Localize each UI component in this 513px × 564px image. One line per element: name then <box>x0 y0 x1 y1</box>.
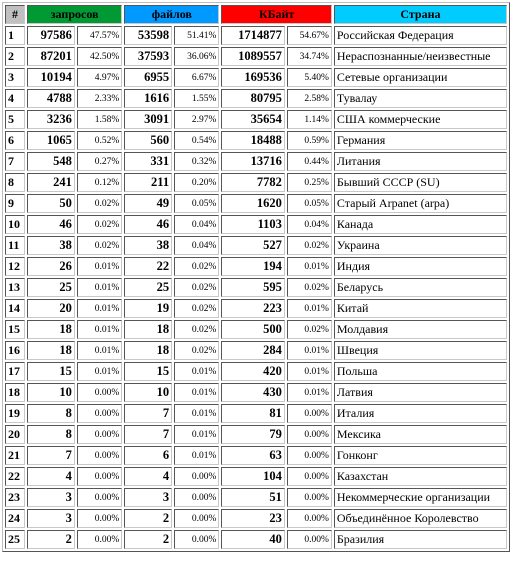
kbytes-value: 81 <box>221 404 284 423</box>
kbytes-value: 13716 <box>221 152 284 171</box>
row-number: 9 <box>5 194 25 213</box>
row-number: 16 <box>5 341 25 360</box>
table-row <box>5 341 507 360</box>
country-name: Казахстан <box>334 467 507 486</box>
requests-percent: 0.52% <box>77 131 122 150</box>
row-number: 21 <box>5 446 25 465</box>
requests-value: 38 <box>27 236 75 255</box>
kbytes-percent: 0.00% <box>287 446 332 465</box>
kbytes-percent: 0.01% <box>287 362 332 381</box>
requests-percent: 0.12% <box>77 173 122 192</box>
country-name: Украина <box>334 236 507 255</box>
files-percent: 0.02% <box>174 320 219 339</box>
kbytes-percent: 2.58% <box>287 89 332 108</box>
country-name: Беларусь <box>334 278 507 297</box>
kbytes-percent: 0.05% <box>287 194 332 213</box>
row-number: 10 <box>5 215 25 234</box>
requests-percent: 0.00% <box>77 488 122 507</box>
row-number: 19 <box>5 404 25 423</box>
requests-percent: 47.57% <box>77 26 122 45</box>
files-value: 49 <box>124 194 172 213</box>
requests-percent: 0.00% <box>77 383 122 402</box>
files-percent: 1.55% <box>174 89 219 108</box>
files-percent: 0.02% <box>174 299 219 318</box>
table-row <box>5 131 507 150</box>
country-stats-table <box>2 2 510 552</box>
country-name: Швеция <box>334 341 507 360</box>
kbytes-value: 527 <box>221 236 284 255</box>
kbytes-value: 223 <box>221 299 284 318</box>
kbytes-percent: 0.02% <box>287 278 332 297</box>
country-name: Нераспознанные/неизвестные <box>334 47 507 66</box>
row-number: 25 <box>5 530 25 549</box>
table-row <box>5 383 507 402</box>
country-name: Италия <box>334 404 507 423</box>
files-percent: 2.97% <box>174 110 219 129</box>
country-name: Литания <box>334 152 507 171</box>
row-number: 23 <box>5 488 25 507</box>
row-number: 24 <box>5 509 25 528</box>
files-percent: 36.06% <box>174 47 219 66</box>
requests-percent: 0.01% <box>77 320 122 339</box>
requests-value: 3 <box>27 509 75 528</box>
table-row <box>5 320 507 339</box>
table-row <box>5 173 507 192</box>
table-body <box>5 26 507 549</box>
kbytes-value: 194 <box>221 257 284 276</box>
requests-value: 3 <box>27 488 75 507</box>
requests-value: 4788 <box>27 89 75 108</box>
kbytes-value: 1089557 <box>221 47 284 66</box>
kbytes-value: 1620 <box>221 194 284 213</box>
kbytes-value: 18488 <box>221 131 284 150</box>
kbytes-percent: 0.01% <box>287 383 332 402</box>
files-percent: 0.00% <box>174 530 219 549</box>
files-percent: 6.67% <box>174 68 219 87</box>
kbytes-percent: 0.00% <box>287 488 332 507</box>
kbytes-percent: 0.02% <box>287 320 332 339</box>
row-number: 5 <box>5 110 25 129</box>
files-value: 3091 <box>124 110 172 129</box>
files-value: 2 <box>124 509 172 528</box>
requests-value: 50 <box>27 194 75 213</box>
table-row <box>5 236 507 255</box>
kbytes-value: 595 <box>221 278 284 297</box>
table-header-row <box>5 5 507 24</box>
files-percent: 0.05% <box>174 194 219 213</box>
table-row <box>5 68 507 87</box>
files-value: 6955 <box>124 68 172 87</box>
requests-percent: 0.00% <box>77 509 122 528</box>
requests-value: 3236 <box>27 110 75 129</box>
kbytes-value: 104 <box>221 467 284 486</box>
requests-value: 20 <box>27 299 75 318</box>
files-value: 22 <box>124 257 172 276</box>
requests-percent: 0.01% <box>77 299 122 318</box>
row-number: 12 <box>5 257 25 276</box>
header-number: # <box>5 5 25 24</box>
kbytes-percent: 0.00% <box>287 509 332 528</box>
table-row <box>5 89 507 108</box>
kbytes-percent: 0.01% <box>287 257 332 276</box>
country-name: Сетевые организации <box>334 68 507 87</box>
country-name: США коммерческие <box>334 110 507 129</box>
files-value: 2 <box>124 530 172 549</box>
files-percent: 0.01% <box>174 404 219 423</box>
files-percent: 0.54% <box>174 131 219 150</box>
kbytes-value: 35654 <box>221 110 284 129</box>
files-value: 10 <box>124 383 172 402</box>
table-row <box>5 257 507 276</box>
table-row <box>5 152 507 171</box>
files-percent: 0.32% <box>174 152 219 171</box>
kbytes-value: 40 <box>221 530 284 549</box>
files-value: 560 <box>124 131 172 150</box>
kbytes-value: 79 <box>221 425 284 444</box>
requests-percent: 0.00% <box>77 446 122 465</box>
requests-value: 25 <box>27 278 75 297</box>
kbytes-percent: 0.00% <box>287 530 332 549</box>
requests-value: 10 <box>27 383 75 402</box>
requests-value: 548 <box>27 152 75 171</box>
requests-value: 26 <box>27 257 75 276</box>
country-name: Объединённое Королевство <box>334 509 507 528</box>
requests-value: 241 <box>27 173 75 192</box>
requests-percent: 0.00% <box>77 425 122 444</box>
files-value: 19 <box>124 299 172 318</box>
kbytes-percent: 0.59% <box>287 131 332 150</box>
requests-value: 1065 <box>27 131 75 150</box>
requests-percent: 1.58% <box>77 110 122 129</box>
kbytes-percent: 0.01% <box>287 299 332 318</box>
files-percent: 0.01% <box>174 425 219 444</box>
row-number: 14 <box>5 299 25 318</box>
kbytes-value: 51 <box>221 488 284 507</box>
kbytes-percent: 0.04% <box>287 215 332 234</box>
files-percent: 0.02% <box>174 341 219 360</box>
kbytes-value: 169536 <box>221 68 284 87</box>
requests-percent: 2.33% <box>77 89 122 108</box>
requests-value: 97586 <box>27 26 75 45</box>
row-number: 13 <box>5 278 25 297</box>
kbytes-value: 1103 <box>221 215 284 234</box>
files-percent: 0.20% <box>174 173 219 192</box>
files-value: 4 <box>124 467 172 486</box>
table-row <box>5 446 507 465</box>
row-number: 4 <box>5 89 25 108</box>
country-name: Гонконг <box>334 446 507 465</box>
requests-value: 87201 <box>27 47 75 66</box>
country-name: Молдавия <box>334 320 507 339</box>
files-value: 53598 <box>124 26 172 45</box>
files-percent: 0.04% <box>174 236 219 255</box>
kbytes-percent: 34.74% <box>287 47 332 66</box>
requests-value: 18 <box>27 320 75 339</box>
requests-value: 10194 <box>27 68 75 87</box>
row-number: 17 <box>5 362 25 381</box>
row-number: 3 <box>5 68 25 87</box>
country-name: Латвия <box>334 383 507 402</box>
row-number: 18 <box>5 383 25 402</box>
files-value: 211 <box>124 173 172 192</box>
kbytes-value: 7782 <box>221 173 284 192</box>
requests-percent: 0.01% <box>77 278 122 297</box>
header-requests: запросов <box>27 5 122 24</box>
country-name: Канада <box>334 215 507 234</box>
files-percent: 0.00% <box>174 509 219 528</box>
files-percent: 0.01% <box>174 362 219 381</box>
country-name: Индия <box>334 257 507 276</box>
kbytes-percent: 0.44% <box>287 152 332 171</box>
files-percent: 0.02% <box>174 278 219 297</box>
requests-percent: 0.00% <box>77 404 122 423</box>
kbytes-percent: 0.00% <box>287 467 332 486</box>
table-row <box>5 509 507 528</box>
files-value: 7 <box>124 425 172 444</box>
requests-value: 4 <box>27 467 75 486</box>
row-number: 1 <box>5 26 25 45</box>
table-row <box>5 425 507 444</box>
row-number: 7 <box>5 152 25 171</box>
files-value: 7 <box>124 404 172 423</box>
files-value: 15 <box>124 362 172 381</box>
row-number: 8 <box>5 173 25 192</box>
requests-percent: 42.50% <box>77 47 122 66</box>
row-number: 6 <box>5 131 25 150</box>
kbytes-value: 63 <box>221 446 284 465</box>
files-value: 38 <box>124 236 172 255</box>
kbytes-percent: 1.14% <box>287 110 332 129</box>
table-row <box>5 299 507 318</box>
header-country: Страна <box>334 5 507 24</box>
files-percent: 51.41% <box>174 26 219 45</box>
files-value: 18 <box>124 320 172 339</box>
table-row <box>5 194 507 213</box>
files-percent: 0.01% <box>174 383 219 402</box>
files-value: 37593 <box>124 47 172 66</box>
country-name: Польша <box>334 362 507 381</box>
kbytes-percent: 0.00% <box>287 404 332 423</box>
files-value: 25 <box>124 278 172 297</box>
row-number: 11 <box>5 236 25 255</box>
kbytes-percent: 5.40% <box>287 68 332 87</box>
files-percent: 0.00% <box>174 467 219 486</box>
table-row <box>5 488 507 507</box>
requests-percent: 0.00% <box>77 530 122 549</box>
kbytes-percent: 0.02% <box>287 236 332 255</box>
row-number: 22 <box>5 467 25 486</box>
requests-percent: 0.02% <box>77 194 122 213</box>
table-row <box>5 110 507 129</box>
requests-value: 46 <box>27 215 75 234</box>
kbytes-value: 430 <box>221 383 284 402</box>
table-row <box>5 404 507 423</box>
requests-value: 8 <box>27 404 75 423</box>
table-row <box>5 47 507 66</box>
requests-percent: 0.01% <box>77 362 122 381</box>
kbytes-value: 420 <box>221 362 284 381</box>
requests-value: 15 <box>27 362 75 381</box>
kbytes-value: 80795 <box>221 89 284 108</box>
kbytes-value: 23 <box>221 509 284 528</box>
header-kbytes: КБайт <box>221 5 331 24</box>
kbytes-percent: 0.00% <box>287 425 332 444</box>
files-value: 6 <box>124 446 172 465</box>
files-percent: 0.02% <box>174 257 219 276</box>
country-name: Германия <box>334 131 507 150</box>
country-name: Тувалау <box>334 89 507 108</box>
requests-percent: 0.01% <box>77 341 122 360</box>
kbytes-percent: 54.67% <box>287 26 332 45</box>
files-value: 46 <box>124 215 172 234</box>
kbytes-value: 500 <box>221 320 284 339</box>
row-number: 2 <box>5 47 25 66</box>
requests-value: 18 <box>27 341 75 360</box>
country-name: Бывший СССР (SU) <box>334 173 507 192</box>
requests-value: 2 <box>27 530 75 549</box>
country-name: Мексика <box>334 425 507 444</box>
table-row <box>5 26 507 45</box>
table-row <box>5 362 507 381</box>
files-percent: 0.04% <box>174 215 219 234</box>
header-files: файлов <box>124 5 219 24</box>
country-name: Российская Федерация <box>334 26 507 45</box>
files-value: 331 <box>124 152 172 171</box>
requests-percent: 0.00% <box>77 467 122 486</box>
table-row <box>5 278 507 297</box>
country-name: Старый Arpanet (arpa) <box>334 194 507 213</box>
files-value: 18 <box>124 341 172 360</box>
row-number: 15 <box>5 320 25 339</box>
kbytes-value: 284 <box>221 341 284 360</box>
table-row <box>5 530 507 549</box>
requests-percent: 4.97% <box>77 68 122 87</box>
country-name: Китай <box>334 299 507 318</box>
table-row <box>5 215 507 234</box>
files-percent: 0.00% <box>174 488 219 507</box>
requests-percent: 0.02% <box>77 215 122 234</box>
files-value: 1616 <box>124 89 172 108</box>
requests-percent: 0.01% <box>77 257 122 276</box>
files-value: 3 <box>124 488 172 507</box>
table-row <box>5 467 507 486</box>
kbytes-percent: 0.01% <box>287 341 332 360</box>
files-percent: 0.01% <box>174 446 219 465</box>
row-number: 20 <box>5 425 25 444</box>
requests-value: 7 <box>27 446 75 465</box>
country-name: Некоммерческие организации <box>334 488 507 507</box>
requests-percent: 0.27% <box>77 152 122 171</box>
requests-value: 8 <box>27 425 75 444</box>
kbytes-value: 1714877 <box>221 26 284 45</box>
country-name: Бразилия <box>334 530 507 549</box>
kbytes-percent: 0.25% <box>287 173 332 192</box>
requests-percent: 0.02% <box>77 236 122 255</box>
